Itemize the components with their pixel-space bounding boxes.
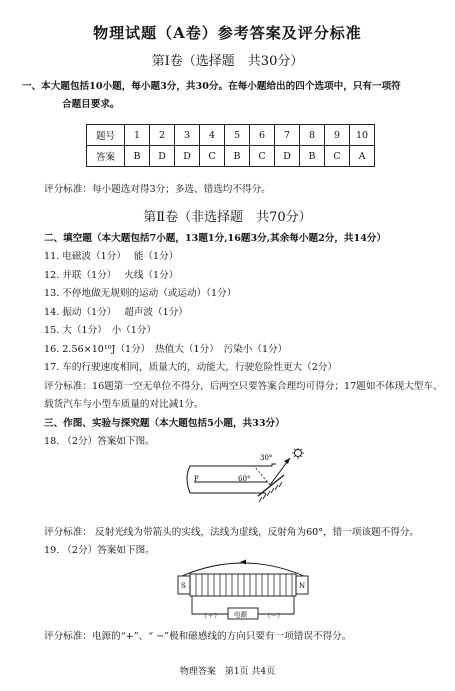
table-cell: 10: [350, 125, 375, 146]
table-cell: 2: [150, 125, 175, 146]
table-header-number: 题号: [87, 125, 125, 146]
table-header-answer: 答案: [87, 146, 125, 167]
table-cell: 3: [175, 125, 200, 146]
table-cell: C: [250, 146, 275, 167]
grading-q18: 评分标准： 反射光线为带箭头的实线，法线为虚线，反射角为60°，错一项该题不得分。: [44, 527, 420, 538]
coil-windings: [196, 574, 292, 596]
flashlight-outline: [187, 466, 266, 493]
answer-q15: 15. 大（1分） 小（1分）: [44, 325, 157, 336]
page-title: 物理试题（A卷）参考答案及评分标准: [93, 24, 362, 42]
label-minus-terminal: （－）: [264, 612, 284, 620]
table-cell: 4: [200, 125, 225, 146]
answer-q19: 19. （2分）答案如下图。: [44, 545, 155, 556]
part1-heading: 第Ⅰ卷（选择题 共30分）: [151, 54, 304, 69]
table-cell: D: [275, 146, 300, 167]
reflected-ray-arrow: [284, 458, 290, 464]
table-cell: 6: [250, 125, 275, 146]
figure-18-reflection-diagram: [180, 448, 320, 510]
answer-q12: 12. 并联（1分） 火线（1分）: [44, 270, 179, 281]
part1-instructions-2: 合题目要求。: [62, 99, 120, 110]
table-cell: B: [300, 146, 325, 167]
answer-q16: 16. 2.56×10¹⁰J（1分） 热值大（1分） 污染小（1分）: [44, 344, 288, 355]
answer-table-answer-row: [87, 146, 375, 167]
table-cell: D: [150, 146, 175, 167]
part2-heading: 第Ⅱ卷（非选择题 共70分）: [143, 210, 312, 225]
table-cell: 1: [125, 125, 150, 146]
answer-table: [86, 124, 375, 167]
part1-instructions-1: 一、本大题包括10小题，每小题3分，共30分。在每小题给出的四个选项中，只有一项符: [22, 81, 401, 92]
field-line-arrow: [240, 560, 246, 565]
grading-q16-q17-line2: 载货汽车与小型车质量的对比减1分。: [44, 399, 204, 410]
answer-q17: 17. 车的行驶速度相同，质量大的，动能大，行驶危险性更大（2分）: [44, 362, 338, 373]
table-cell: B: [125, 146, 150, 167]
page-footer: 物理答案 第1页 共4页: [179, 667, 276, 677]
table-cell: 7: [275, 125, 300, 146]
grading-q16-q17-line1: 评分标准：16题第一空无单位不得分，后两空只要答案合理均可得分；17题如不体现大型车、: [44, 381, 443, 392]
table-cell: A: [350, 146, 375, 167]
table-cell: 8: [300, 125, 325, 146]
answer-table-number-row: [87, 125, 375, 146]
fill-section-heading: 二、填空题（本大题包括7小题，13题1分,16题3分,其余每小题2分，共14分）: [44, 233, 387, 244]
label-angle-60: 60°: [238, 475, 251, 483]
part1-grading: 评分标准：每小题选对得3分；多选、错选均不得分。: [44, 184, 271, 195]
table-cell: B: [225, 146, 250, 167]
sun-icon: [295, 450, 302, 457]
table-cell: C: [200, 146, 225, 167]
label-p: P: [194, 475, 199, 483]
answer-q18: 18. （2分）答案如下图。: [44, 436, 155, 447]
table-cell: C: [325, 146, 350, 167]
table-cell: 9: [325, 125, 350, 146]
table-cell: D: [175, 146, 200, 167]
label-angle-30: 30°: [260, 454, 273, 462]
flashlight-top-edge: [190, 464, 276, 466]
figure-19-electromagnet-diagram: [168, 556, 318, 620]
table-cell: 5: [225, 125, 250, 146]
answer-q13: 13. 不停地做无规则的运动（或运动）（1分）: [44, 288, 237, 299]
label-n-pole: N: [299, 582, 306, 590]
label-plus-terminal: （＋）: [201, 612, 221, 620]
grading-q19: 评分标准：电源的“+”、“ −”极和磁感线的方向只要有一项错误不得分。: [44, 631, 352, 642]
label-power-source: 电源: [234, 610, 247, 619]
experiment-section-heading: 三、作图、实验与探究题（本大题包括5小题，共33分）: [44, 418, 285, 429]
answer-q14: 14. 振动（1分） 超声波（1分）: [44, 307, 188, 318]
label-s-pole: S: [181, 582, 186, 590]
answer-q11: 11. 电磁波（1分） 能（1分）: [44, 251, 179, 262]
